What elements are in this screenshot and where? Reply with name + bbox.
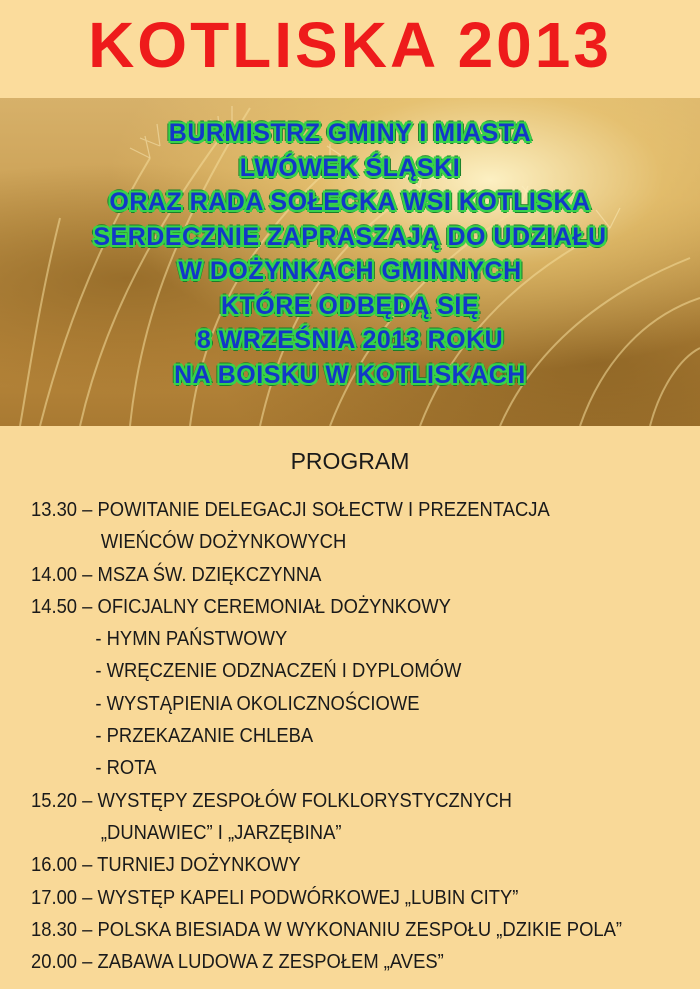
schedule-subitem: - ROTA bbox=[95, 757, 157, 780]
schedule-item: 20.00 – ZABAWA LUDOWA Z ZESPOŁEM „AVES” bbox=[31, 951, 444, 974]
schedule-item: 16.00 – TURNIEJ DOŻYNKOWY bbox=[31, 854, 301, 877]
schedule-item: 14.00 – MSZA ŚW. DZIĘKCZYNNA bbox=[31, 563, 322, 586]
schedule-item: 18.30 – POLSKA BIESIADA W WYKONANIU ZESPOŁU „DZIKIE POLA” bbox=[31, 918, 623, 941]
schedule-item: 17.00 – WYSTĘP KAPELI PODWÓRKOWEJ „LUBIN CITY” bbox=[31, 886, 519, 909]
schedule-item: 13.30 – POWITANIE DELEGACJI SOŁECTW I PREZENTACJA bbox=[31, 499, 550, 521]
schedule-item-continuation: WIEŃCÓW DOŻYNKOWYCH bbox=[100, 531, 347, 554]
schedule-item: 15.20 – WYSTĘPY ZESPOŁÓW FOLKLORYSTYCZNYCH bbox=[31, 789, 512, 812]
schedule-subitem: - WYSTĄPIENIA OKOLICZNOŚCIOWE bbox=[95, 692, 420, 715]
schedule-item: 14.50 – OFICJALNY CEREMONIAŁ DOŻYNKOWY bbox=[31, 595, 451, 618]
schedule-subitem: - WRĘCZENIE ODZNACZEŃ I DYPLOMÓW bbox=[95, 660, 462, 683]
schedule-subitem: - HYMN PAŃSTWOWY bbox=[95, 628, 288, 651]
invitation-text bbox=[0, 116, 700, 392]
program-heading: PROGRAM bbox=[290, 448, 410, 474]
invitation-line: SERDECZNIE ZAPRASZAJĄ DO UDZIAŁU bbox=[93, 222, 607, 251]
program-section bbox=[0, 426, 700, 989]
program-schedule bbox=[31, 494, 638, 978]
invitation-line: NA BOISKU W KOTLISKACH bbox=[174, 360, 526, 389]
invitation-line: BURMISTRZ GMINY I MIASTA bbox=[168, 119, 532, 147]
invitation-line: LWÓWEK ŚLĄSKI bbox=[239, 153, 461, 182]
wheat-field-photo bbox=[0, 98, 700, 426]
schedule-subitem: - PRZEKAZANIE CHLEBA bbox=[95, 725, 314, 748]
schedule-item-continuation: „DUNAWIEC” I „JARZĘBINA” bbox=[100, 821, 342, 844]
invitation-line: W DOŻYNKACH GMINNYCH bbox=[178, 257, 522, 285]
invitation-line: KTÓRE ODBĘDĄ SIĘ bbox=[220, 291, 480, 320]
invitation-line: 8 WRZEŚNIA 2013 ROKU bbox=[196, 326, 504, 354]
invitation-line: ORAZ RADA SOŁECKA WSI KOTLISKA bbox=[109, 188, 591, 216]
poster-title: KOTLISKA 2013 bbox=[0, 0, 700, 98]
